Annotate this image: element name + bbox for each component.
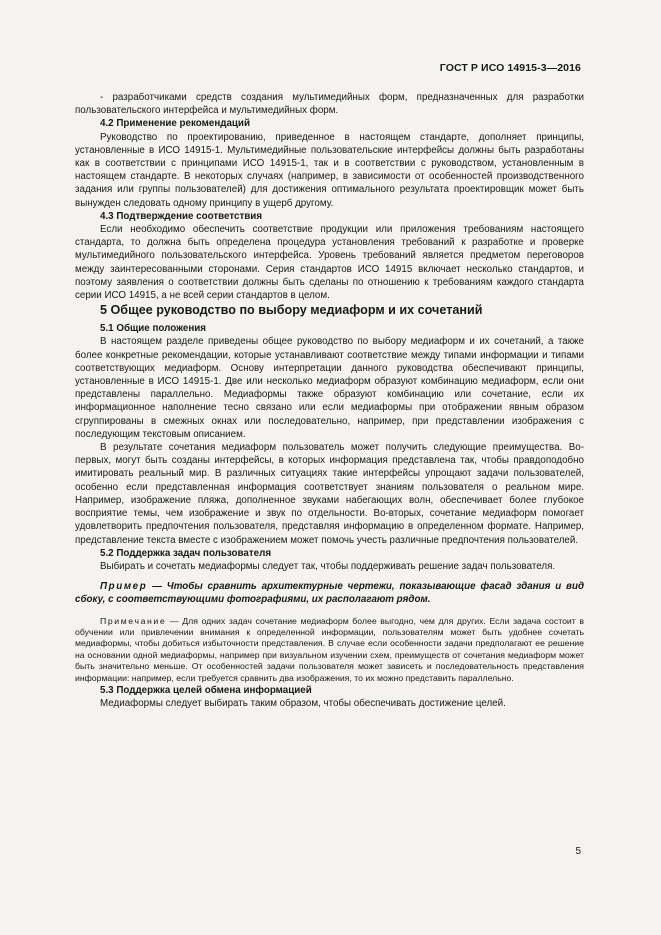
intro-bullet: - разработчиками средств создания мультимедийных форм, предназначенных для разработки пользовательского интерфейса и мультимедийных форм. bbox=[75, 92, 584, 117]
example-label: Пример bbox=[100, 581, 148, 593]
section-4-2-heading: 4.2 Применение рекомендаций bbox=[100, 118, 250, 130]
section-5-1-paragraph-2: В результате сочетания медиаформ пользователь может получить следующие преимущества. Во-первых, могут быть созданы интерфейсы, в которых информация представлена так, чтобы правдоподобно имитировать реальный мир. В различных ситуациях такие интерфейсы упрощают задачи пользователей, особенно если представленная информация соответствует знаниям пользователя о реальном мире. Например, изображение пляжа, дополненное звуками набегающих волн, обеспечивает более глубокое восприятие темы, чем изображение и звук по отдельности. Во-вторых, сочетание медиаформ помогает удовлетворить предпочтения пользователя, представляя информацию в определенном формате. Например, представление текста вместе с изображением может помочь учесть различные предпочтения пользователей. bbox=[75, 442, 584, 546]
section-4-2-paragraph: Руководство по проектированию, приведенное в настоящем стандарте, дополняет принципы, установленные в ИСО 14915-1. Мультимедийные пользовательские интерфейсы должны быть разработаны как в соответствии с принципами ИСО 14915-1, так и в соответствии с руководством, установленным в настоящем стандарте. В некоторых случаях (например, в зависимости от особенностей производственного задания или группы пользователей) для достижения оптимального результата проектировщик может быть вынужден следовать одному принципу в ущерб другому. bbox=[75, 131, 584, 209]
section-5-3-paragraph: Медиаформы следует выбирать таким образом, чтобы обеспечивать достижение целей. bbox=[100, 698, 506, 710]
page-number: 5 bbox=[575, 846, 581, 857]
section-4-3-heading: 4.3 Подтверждение соответствия bbox=[100, 210, 263, 222]
section-5-2-heading: 5.2 Поддержка задач пользователя bbox=[100, 547, 272, 559]
document-header-id: ГОСТ Р ИСО 14915-3—2016 bbox=[439, 62, 581, 74]
section-5-3-heading: 5.3 Поддержка целей обмена информацией bbox=[100, 684, 312, 696]
section-5-2-example bbox=[75, 580, 584, 606]
section-5-2-note bbox=[75, 616, 584, 684]
section-4-3-paragraph: Если необходимо обеспечить соответствие продукции или приложения требованиям настоящего стандарта, то должна быть определена процедура установления требований к разработке и проверке мультимедийного пользовательского интерфейса. Уровень требований является предметом переговоров между заинтересованными сторонами. Серия стандартов ИСО 14915 включает несколько стандартов, и поэтому заявления о соответствии должны быть сделаны по отношению к требованиям каждого стандарта серии ИСО 14915, а не всей серии стандартов в целом. bbox=[75, 224, 584, 302]
section-5-1-paragraph-1: В настоящем разделе приведены общее руководство по выбору медиаформ и их сочетаний, а также более конкретные рекомендации, которые устанавливают соответствие между типами информации и типами соответствующих медиаформ. Основу интерпретации данного руководства обеспечивают принципы, установленные в ИСО 14915-1. Две или несколько медиаформ образуют комбинацию медиаформ, если они представлены параллельно. Медиаформы также образуют комбинацию или сочетание, если их информационное наполнение тесно связано или если медиаформы при отображении явным образом сгруппированы в смежных окнах или последовательно, например, при представлении изображения с последующим текстовым описанием. bbox=[75, 336, 584, 440]
note-label: Примечание bbox=[100, 615, 167, 626]
section-5-1-heading: 5.1 Общие положения bbox=[100, 323, 207, 335]
page-content bbox=[75, 91, 584, 710]
note-text: — Для одних задач сочетание медиаформ более выгодно, чем для других. Если задача состоит в обучении или привлечении внимания к определенной информации, пользователям может быть удобнее сочетать медиаформы, чтобы добиться избыточности представления. В случае если особенности задачи предполагают ее решение на основании одной медиаформы, например при визуальном изучении схем, преимуществ от сочетания медиаформ может быть значительно меньше. От особенностей задачи пользователя может зависеть и последовательность представления информации: например, если требуется сравнить два изображения, то их можно представить параллельно. bbox=[75, 615, 584, 683]
section-5-2-paragraph: Выбирать и сочетать медиаформы следует так, чтобы поддерживать решение задач пользователя. bbox=[100, 560, 556, 572]
section-5-heading: 5 Общее руководство по выбору медиаформ и их сочетаний bbox=[100, 303, 483, 318]
example-text: — Чтобы сравнить архитектурные чертежи, показывающие фасад здания и вид сбоку, с соответствующими фотографиями, их располагают рядом. bbox=[75, 581, 584, 606]
